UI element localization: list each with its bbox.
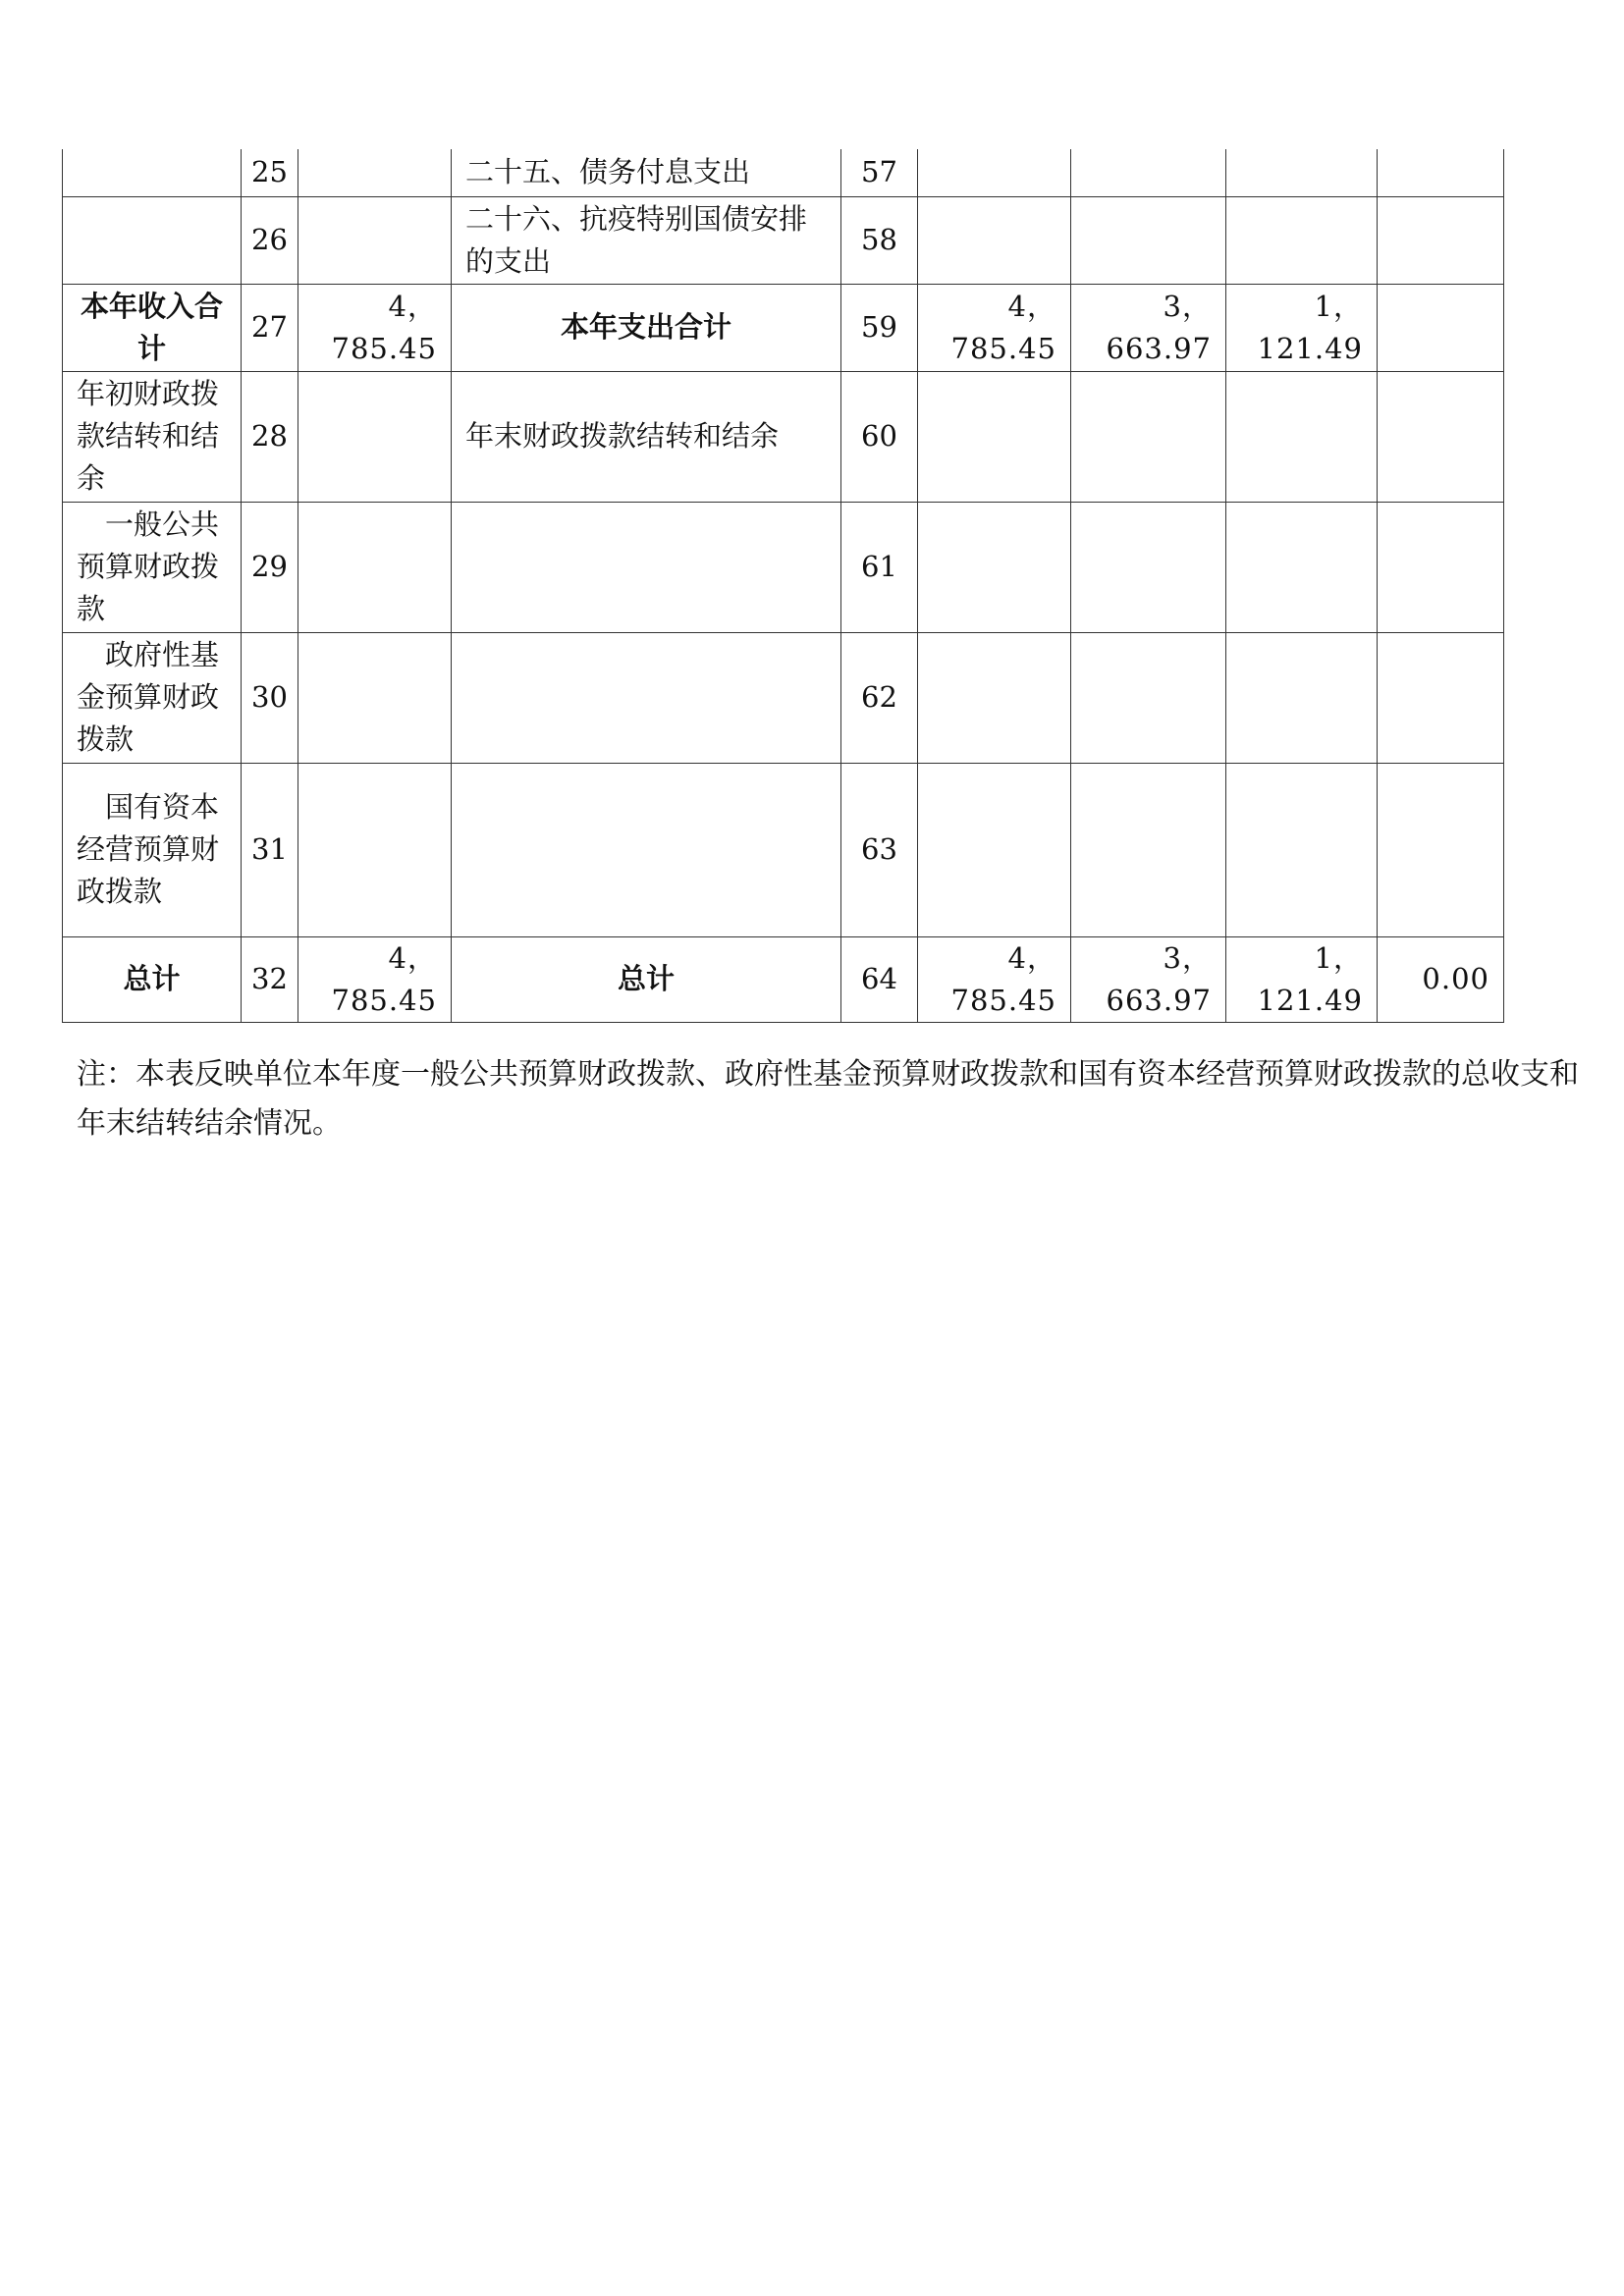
expense-item-cell: 二十六、抗疫特别国债安排的支出 <box>452 196 841 284</box>
expense-item-cell <box>452 632 841 763</box>
expense-other-cell <box>1378 502 1504 632</box>
expense-line-cell: 61 <box>841 502 918 632</box>
expense-item-cell: 年末财政拨款结转和结余 <box>452 371 841 502</box>
expense-total-cell <box>918 196 1071 284</box>
income-amount-cell <box>298 502 452 632</box>
expense-project-cell <box>1226 196 1378 284</box>
expense-line-cell: 60 <box>841 371 918 502</box>
expense-line-cell: 58 <box>841 196 918 284</box>
expense-other-cell <box>1378 196 1504 284</box>
expense-total-cell <box>918 149 1071 196</box>
income-amount-cell <box>298 632 452 763</box>
table-row-annual-total <box>63 284 1504 371</box>
expense-project-cell <box>1226 371 1378 502</box>
expense-total-cell <box>918 371 1071 502</box>
income-line-cell: 32 <box>242 936 298 1022</box>
income-item-cell <box>63 149 242 196</box>
table-row <box>63 196 1504 284</box>
expense-line-cell: 63 <box>841 763 918 936</box>
table-row <box>63 371 1504 502</box>
expense-total-cell: 4，785.45 <box>918 284 1071 371</box>
income-item-cell: 年初财政拨款结转和结余 <box>63 371 242 502</box>
expense-project-cell <box>1226 502 1378 632</box>
expense-project-cell: 1，121.49 <box>1226 284 1378 371</box>
table-row <box>63 763 1504 936</box>
expense-line-cell: 64 <box>841 936 918 1022</box>
expense-basic-cell <box>1071 371 1226 502</box>
income-amount-cell: 4，785.45 <box>298 936 452 1022</box>
income-line-cell: 25 <box>242 149 298 196</box>
income-item-cell: 政府性基金预算财政拨款 <box>63 632 242 763</box>
income-line-cell: 28 <box>242 371 298 502</box>
fiscal-appropriation-table <box>62 149 1504 1023</box>
expense-total-cell: 4，785.45 <box>918 936 1071 1022</box>
income-amount-cell <box>298 371 452 502</box>
expense-project-cell: 1，121.49 <box>1226 936 1378 1022</box>
expense-basic-cell: 3，663.97 <box>1071 284 1226 371</box>
expense-item-cell: 总计 <box>452 936 841 1022</box>
income-item-cell: 本年收入合计 <box>63 284 242 371</box>
expense-project-cell <box>1226 632 1378 763</box>
table-footnote: 注：本表反映单位本年度一般公共预算财政拨款、政府性基金预算财政拨款和国有资本经营预算财政拨款的总收支和年末结转结余情况。 <box>77 1057 1579 1141</box>
income-amount-cell <box>298 149 452 196</box>
income-item-cell: 总计 <box>63 936 242 1022</box>
expense-line-cell: 57 <box>841 149 918 196</box>
expense-other-cell <box>1378 763 1504 936</box>
table-row <box>63 632 1504 763</box>
expense-basic-cell <box>1071 632 1226 763</box>
expense-other-cell <box>1378 632 1504 763</box>
income-line-cell: 30 <box>242 632 298 763</box>
expense-other-cell <box>1378 149 1504 196</box>
expense-line-cell: 62 <box>841 632 918 763</box>
expense-item-cell <box>452 763 841 936</box>
table-row-grand-total <box>63 936 1504 1022</box>
expense-item-cell: 二十五、债务付息支出 <box>452 149 841 196</box>
income-item-cell: 一般公共预算财政拨款 <box>63 502 242 632</box>
income-item-cell: 国有资本经营预算财政拨款 <box>63 763 242 936</box>
expense-other-cell <box>1378 371 1504 502</box>
expense-total-cell <box>918 502 1071 632</box>
expense-basic-cell <box>1071 502 1226 632</box>
expense-line-cell: 59 <box>841 284 918 371</box>
table-row <box>63 149 1504 196</box>
expense-other-cell: 0.00 <box>1378 936 1504 1022</box>
income-line-cell: 29 <box>242 502 298 632</box>
income-item-cell <box>63 196 242 284</box>
expense-project-cell <box>1226 763 1378 936</box>
table-row <box>63 502 1504 632</box>
expense-basic-cell <box>1071 763 1226 936</box>
income-amount-cell: 4，785.45 <box>298 284 452 371</box>
expense-total-cell <box>918 632 1071 763</box>
expense-item-cell <box>452 502 841 632</box>
income-line-cell: 27 <box>242 284 298 371</box>
expense-basic-cell: 3，663.97 <box>1071 936 1226 1022</box>
expense-other-cell <box>1378 284 1504 371</box>
expense-item-cell: 本年支出合计 <box>452 284 841 371</box>
income-line-cell: 26 <box>242 196 298 284</box>
income-amount-cell <box>298 763 452 936</box>
income-line-cell: 31 <box>242 763 298 936</box>
expense-project-cell <box>1226 149 1378 196</box>
expense-basic-cell <box>1071 196 1226 284</box>
expense-total-cell <box>918 763 1071 936</box>
income-amount-cell <box>298 196 452 284</box>
expense-basic-cell <box>1071 149 1226 196</box>
